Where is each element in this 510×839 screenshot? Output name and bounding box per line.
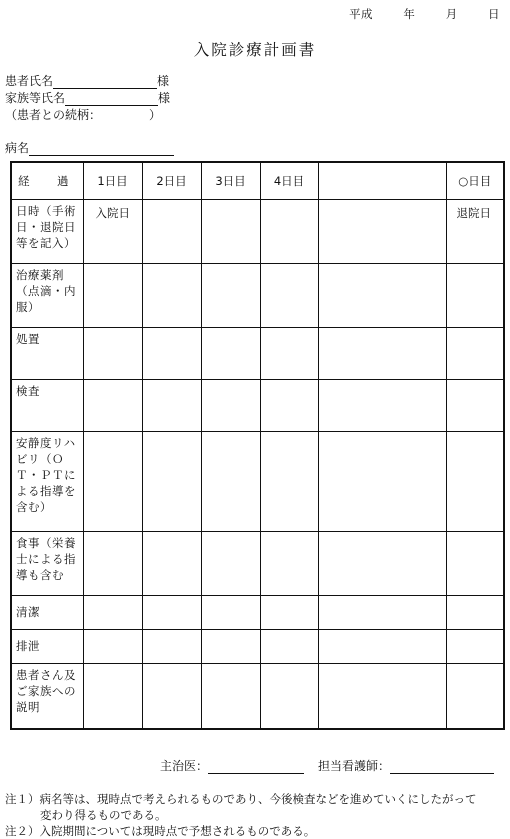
header-day: 3日目 <box>201 162 260 199</box>
table-cell[interactable] <box>318 327 446 379</box>
table-cell[interactable] <box>318 199 446 263</box>
date-month: 月 <box>445 7 458 21</box>
table-cell[interactable] <box>318 663 446 729</box>
table-cell[interactable] <box>446 595 504 629</box>
patient-name-label: 患者氏名 <box>5 74 54 88</box>
table-cell[interactable] <box>201 663 260 729</box>
document-title: 入院診療計画書 <box>193 41 317 59</box>
header-progress: 経 過 <box>11 162 83 199</box>
table-row <box>11 327 504 379</box>
relation-open: （患者との続柄： <box>5 108 102 122</box>
table-cell[interactable] <box>201 379 260 431</box>
table-cell[interactable] <box>260 595 318 629</box>
family-name-label: 家族等氏名 <box>5 91 66 105</box>
table-header-row <box>11 162 504 199</box>
table-cell[interactable] <box>446 431 504 531</box>
table-row <box>11 531 504 595</box>
patient-name-field <box>5 72 169 89</box>
table-cell[interactable] <box>201 595 260 629</box>
header-day: 1日目 <box>83 162 142 199</box>
table-row <box>11 431 504 531</box>
header-day-last: ○日目 <box>446 162 504 199</box>
table-cell[interactable] <box>142 431 201 531</box>
relation-close: ） <box>149 108 162 122</box>
header-day: 4日目 <box>260 162 318 199</box>
table-cell[interactable] <box>446 531 504 595</box>
patient-name-suffix: 様 <box>157 74 170 88</box>
table-cell[interactable] <box>201 327 260 379</box>
table-cell[interactable] <box>142 531 201 595</box>
table-cell[interactable] <box>142 663 201 729</box>
table-cell[interactable] <box>201 199 260 263</box>
table-cell[interactable] <box>318 595 446 629</box>
table-cell[interactable] <box>83 263 142 327</box>
table-cell[interactable] <box>260 531 318 595</box>
table-row <box>11 379 504 431</box>
table-cell[interactable] <box>260 629 318 663</box>
family-name-blank[interactable] <box>65 91 158 106</box>
table-cell[interactable] <box>142 629 201 663</box>
table-cell[interactable] <box>446 263 504 327</box>
table-cell[interactable] <box>83 327 142 379</box>
row-label: 処置 <box>11 327 83 379</box>
date-year: 年 <box>403 7 416 21</box>
doctor-label: 主治医： <box>160 759 209 773</box>
note-2: 注２）入院期間については現時点で予想されるものである。 <box>5 824 316 838</box>
table-cell[interactable] <box>142 595 201 629</box>
table-row <box>11 629 504 663</box>
disease-blank[interactable] <box>29 141 174 156</box>
table-cell[interactable] <box>260 431 318 531</box>
nurse-blank[interactable] <box>390 759 494 774</box>
table-cell[interactable] <box>142 379 201 431</box>
table-cell[interactable] <box>446 327 504 379</box>
table-cell[interactable] <box>260 263 318 327</box>
row-label: 清潔 <box>11 595 83 629</box>
row-label: 患者さん及ご家族への説明 <box>11 663 83 729</box>
table-cell[interactable] <box>142 199 201 263</box>
table-cell[interactable] <box>446 663 504 729</box>
date-line <box>349 6 500 22</box>
table-cell[interactable] <box>201 629 260 663</box>
table-cell[interactable] <box>201 531 260 595</box>
row-label: 排泄 <box>11 629 83 663</box>
table-cell[interactable] <box>318 263 446 327</box>
family-name-field <box>5 89 170 106</box>
table-cell[interactable] <box>201 263 260 327</box>
table-cell[interactable] <box>260 327 318 379</box>
table-cell[interactable] <box>83 629 142 663</box>
header-day: 2日目 <box>142 162 201 199</box>
table-cell[interactable] <box>83 431 142 531</box>
signature-line <box>160 757 494 774</box>
date-day: 日 <box>488 7 500 21</box>
disease-field <box>5 139 174 156</box>
table-cell[interactable] <box>260 199 318 263</box>
row-label: 日時（手術日・退院日等を記入） <box>11 199 83 263</box>
table-cell[interactable] <box>318 629 446 663</box>
nurse-label: 担当看護師： <box>318 759 391 773</box>
table-cell[interactable] <box>142 263 201 327</box>
table-cell[interactable] <box>318 431 446 531</box>
row-label: 安静度リハビリ（ＯＴ・ＰＴによる指導を含む） <box>11 431 83 531</box>
row-label: 治療薬剤（点滴・内服） <box>11 263 83 327</box>
row-label: 検査 <box>11 379 83 431</box>
date-era: 平成 <box>349 7 374 21</box>
table-row <box>11 663 504 729</box>
disease-label: 病名 <box>5 141 30 155</box>
doctor-blank[interactable] <box>208 759 304 774</box>
family-name-suffix: 様 <box>158 91 171 105</box>
table-cell[interactable] <box>83 531 142 595</box>
table-cell[interactable] <box>142 327 201 379</box>
table-row <box>11 199 504 263</box>
table-cell[interactable]: 退院日 <box>446 199 504 263</box>
table-cell[interactable] <box>83 379 142 431</box>
table-cell[interactable] <box>446 379 504 431</box>
note-1-line-1: 注１）病名等は、現時点で考えられるものであり、今後検査などを進めていくにしたがって <box>5 792 477 806</box>
table-cell[interactable] <box>260 663 318 729</box>
table-cell[interactable] <box>83 663 142 729</box>
relation-field <box>5 106 161 123</box>
table-cell[interactable]: 入院日 <box>83 199 142 263</box>
table-cell[interactable] <box>201 431 260 531</box>
table-row <box>11 595 504 629</box>
note-1-line-2: 変わり得るものである。 <box>40 808 167 822</box>
header-day <box>318 162 446 199</box>
row-label: 食事（栄養士による指導も含む <box>11 531 83 595</box>
table-cell[interactable] <box>318 379 446 431</box>
table-cell[interactable] <box>318 531 446 595</box>
table-row <box>11 263 504 327</box>
table-cell[interactable] <box>446 629 504 663</box>
plan-table <box>10 161 505 730</box>
table-cell[interactable] <box>260 379 318 431</box>
table-cell[interactable] <box>83 595 142 629</box>
patient-name-blank[interactable] <box>53 74 157 89</box>
